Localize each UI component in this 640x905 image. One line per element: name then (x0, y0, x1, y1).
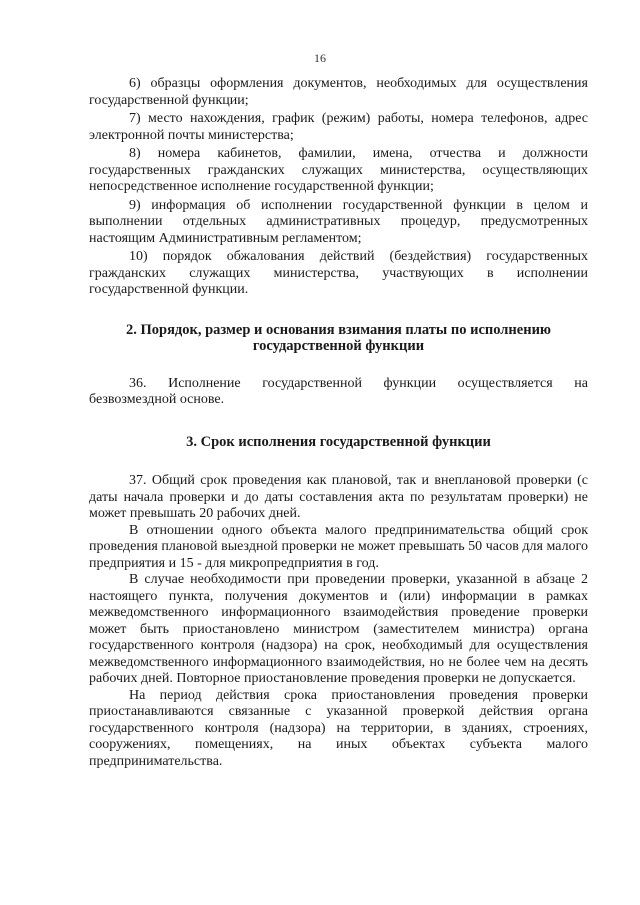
section-2-heading-line-1: 2. Порядок, размер и основания взимания платы по исполнению (125, 321, 552, 338)
section-2-heading-line-2: государственной функции (252, 338, 425, 354)
section-2-heading (89, 322, 588, 355)
section-3-heading: 3. Срок исполнения государственной функции (186, 433, 491, 450)
list-item-9: 9) информация об исполнении государственной функции в целом и выполнении отдельных административных процедур, предусмотренных настоящим Административным регламентом; (89, 197, 588, 246)
paragraph-suspension: В случае необходимости при проведении проверки, указанной в абзаце 2 настоящего пункта, получения документов и (или) информации в рамках межведомственного информационного взаимодействия проведение проверки может быть приостановлено министром (заместителем министра) органа государственного контроля (надзора) на срок, необходимый для осуществления межведомственного информационного взаимодействия, но не более чем на десять рабочих дней. Повторное приостановление проведения проверки не допускается. (89, 572, 588, 686)
paragraph-small-business-limit: В отношении одного объекта малого предпринимательства общий срок проведения плановой выездной проверки не может превышать 50 часов для малого предприятия и 15 - для микропредприятия в год. (89, 522, 588, 571)
paragraph-36: 36. Исполнение государственной функции осуществляется на безвозмездной основе. (89, 375, 588, 407)
page-content (89, 76, 588, 770)
page-number: 16 (314, 51, 326, 65)
list-item-8: 8) номера кабинетов, фамилии, имена, отчества и должности государственных гражданских служащих министерства, осуществляющих непосредственное исполнение государственной функции; (89, 146, 588, 194)
paragraph-37: 37. Общий срок проведения как плановой, так и внеплановой проверки (с даты начала проверки и до даты составления акта по результатам проверки) не может превышать 20 рабочих дней. (89, 473, 588, 521)
list-item-6: 6) образцы оформления документов, необходимых для осуществления государственной функции; (89, 76, 588, 108)
list-item-10: 10) порядок обжалования действий (бездействия) государственных гражданских служащих министерства, участвующих в исполнении государственной функции. (89, 249, 588, 297)
list-item-7: 7) место нахождения, график (режим) работы, номера телефонов, адрес электронной почты министерства; (89, 111, 588, 143)
paragraph-suspension-period: На период действия срока приостановления проведения проверки приостанавливаются связанные с указанной проверкой действия органа государственного контроля (надзора) на территории, в зданиях, строениях, сооружениях, помещениях, на иных объектах субъекта малого предпринимательства. (89, 687, 588, 769)
